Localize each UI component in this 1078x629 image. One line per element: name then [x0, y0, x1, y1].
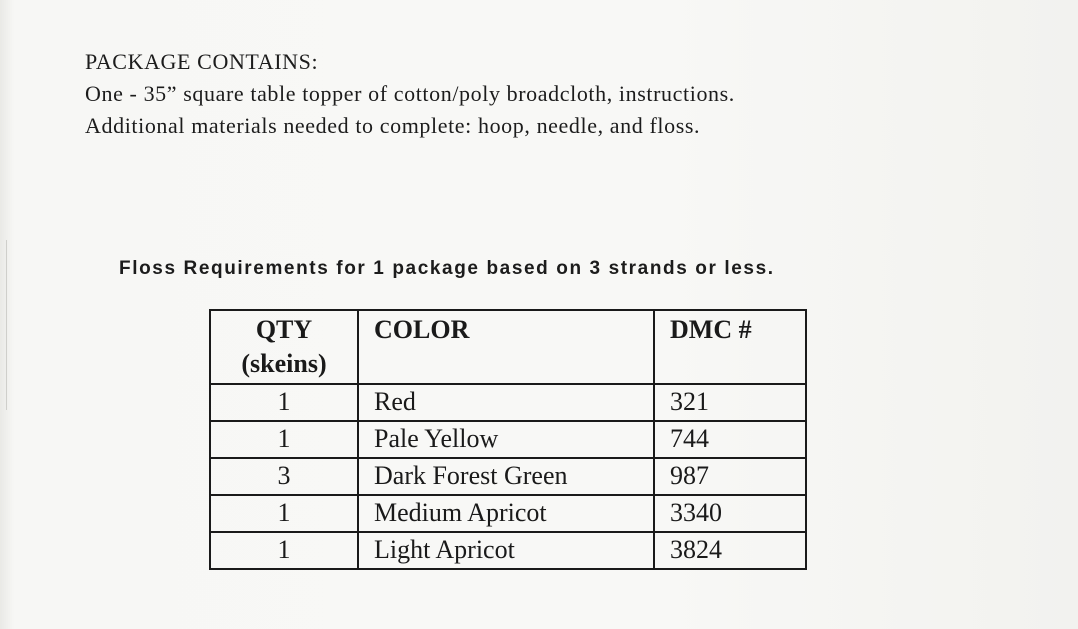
dmc-column-header: DMC #	[654, 310, 806, 384]
table-row	[210, 458, 806, 495]
color-cell: Light Apricot	[358, 532, 654, 569]
table-row	[210, 495, 806, 532]
qty-cell: 1	[210, 384, 358, 421]
color-cell: Pale Yellow	[358, 421, 654, 458]
qty-cell: 1	[210, 421, 358, 458]
color-cell: Red	[358, 384, 654, 421]
color-cell: Medium Apricot	[358, 495, 654, 532]
qty-cell: 1	[210, 532, 358, 569]
package-contents-line: One - 35” square table topper of cotton/poly broadcloth, instructions.	[85, 81, 735, 106]
table-header-row	[210, 310, 806, 384]
qty-column-header	[210, 310, 358, 384]
floss-requirements-heading: Floss Requirements for 1 package based on 3 strands or less.	[119, 258, 775, 279]
qty-header-unit: (skeins)	[241, 349, 327, 378]
color-cell: Dark Forest Green	[358, 458, 654, 495]
table-row	[210, 532, 806, 569]
additional-materials-line: Additional materials needed to complete: hoop, needle, and floss.	[85, 113, 701, 138]
floss-table	[209, 309, 807, 570]
color-column-header: COLOR	[358, 310, 654, 384]
page-edge-mark	[6, 240, 7, 410]
package-contents-heading: PACKAGE CONTAINS:	[85, 49, 319, 74]
qty-cell: 3	[210, 458, 358, 495]
dmc-cell: 3824	[654, 532, 806, 569]
dmc-cell: 3340	[654, 495, 806, 532]
package-contents-section	[85, 46, 735, 142]
table-row	[210, 421, 806, 458]
qty-cell: 1	[210, 495, 358, 532]
qty-header-label: QTY	[255, 315, 313, 344]
dmc-cell: 744	[654, 421, 806, 458]
table-row	[210, 384, 806, 421]
dmc-cell: 987	[654, 458, 806, 495]
dmc-cell: 321	[654, 384, 806, 421]
